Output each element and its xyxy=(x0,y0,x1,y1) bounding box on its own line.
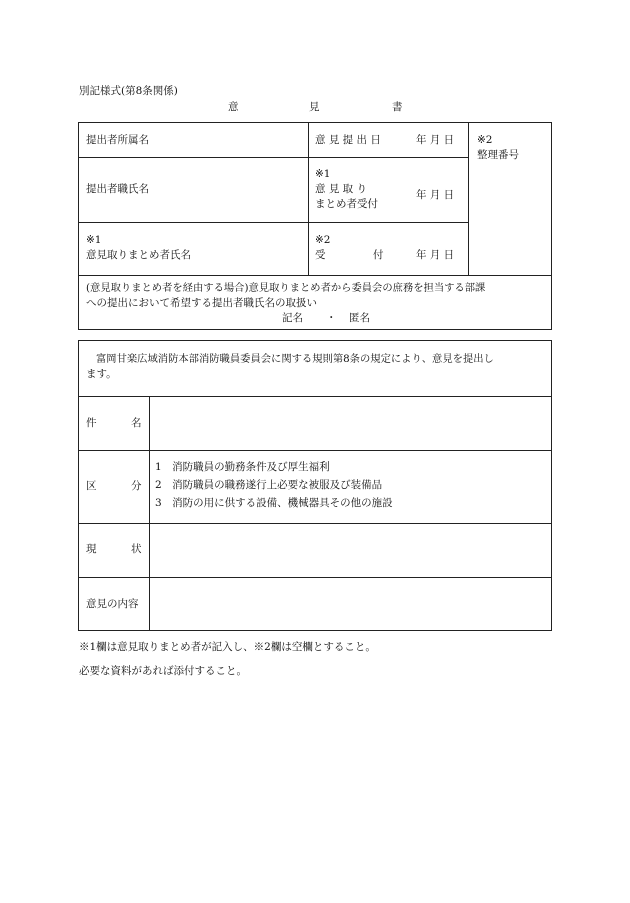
category-label-a: 区 xyxy=(86,480,97,492)
title-char-3: 書 xyxy=(392,101,403,113)
subject-label-a: 件 xyxy=(86,417,97,429)
footnote-1: ※1欄は意見取りまとめ者が記入し、※2欄は空欄とすること。 xyxy=(79,641,376,653)
receipt-date-field[interactable]: 年 月 日 xyxy=(416,189,455,201)
footnote-2: 必要な資料があれば添付すること。 xyxy=(79,665,247,677)
grid-line xyxy=(468,123,469,275)
subject-label-b: 名 xyxy=(131,417,142,429)
option-separator: ・ xyxy=(326,312,337,324)
submit-date-label: 意 見 提 出 日 xyxy=(315,134,381,146)
status-label-a: 現 xyxy=(86,543,97,555)
title-char-2: 見 xyxy=(309,101,320,113)
submitter-name-label: 提出者職氏名 xyxy=(86,183,149,195)
receive-date-field[interactable]: 年 月 日 xyxy=(416,249,455,261)
statement-line1: 富岡甘楽広域消防本部消防職員委員会に関する規則第8条の規定により、意見を提出し xyxy=(96,353,494,365)
category-label-b: 分 xyxy=(131,480,142,492)
grid-line xyxy=(79,157,468,158)
content-field[interactable] xyxy=(150,578,550,630)
status-label-b: 状 xyxy=(131,543,142,555)
submitter-info-table xyxy=(78,122,552,330)
submit-date-field[interactable]: 年 月 日 xyxy=(416,134,455,146)
anonymous-option[interactable]: 匿名 xyxy=(349,312,370,324)
handling-note-line1: (意見取りまとめ者を経由する場合)意見取りまとめ者から委員会の庶務を担当する部課 xyxy=(86,282,486,294)
reference-number-label: 整理番号 xyxy=(477,149,519,161)
content-label: 意見の内容 xyxy=(86,598,139,610)
receive-label-b: 付 xyxy=(373,249,384,261)
mark-1-receipt: ※1 xyxy=(315,168,331,180)
receive-label-a: 受 xyxy=(315,249,326,261)
title-char-1: 意 xyxy=(228,101,239,113)
grid-line xyxy=(79,222,468,223)
affiliation-label: 提出者所属名 xyxy=(86,134,149,146)
statement-line2: ます。 xyxy=(86,368,117,380)
grid-line xyxy=(79,275,551,276)
subject-field[interactable] xyxy=(150,397,550,449)
opinion-table xyxy=(78,340,552,631)
category-option-2[interactable]: 2 消防職員の職務遂行上必要な被服及び装備品 xyxy=(155,479,383,491)
grid-line xyxy=(308,123,309,275)
compiler-name-label: 意見取りまとめ者氏名 xyxy=(86,249,191,261)
mark-2-receive: ※2 xyxy=(315,234,331,246)
receipt-label-line2: まとめ者受付 xyxy=(315,198,378,210)
status-field[interactable] xyxy=(150,524,550,576)
category-option-1[interactable]: 1 消防職員の勤務条件及び厚生福利 xyxy=(155,461,330,473)
mark-1-compiler: ※1 xyxy=(86,234,102,246)
named-option[interactable]: 記名 xyxy=(282,312,303,324)
receipt-label-line1: 意 見 取 り xyxy=(315,183,368,195)
handling-note-line2: への提出において希望する提出者職氏名の取扱い xyxy=(86,297,317,309)
mark-2-reference: ※2 xyxy=(477,134,493,146)
form-reference: 別記様式(第8条関係) xyxy=(79,85,178,97)
category-option-3[interactable]: 3 消防の用に供する設備、機械器具その他の施設 xyxy=(155,497,393,509)
